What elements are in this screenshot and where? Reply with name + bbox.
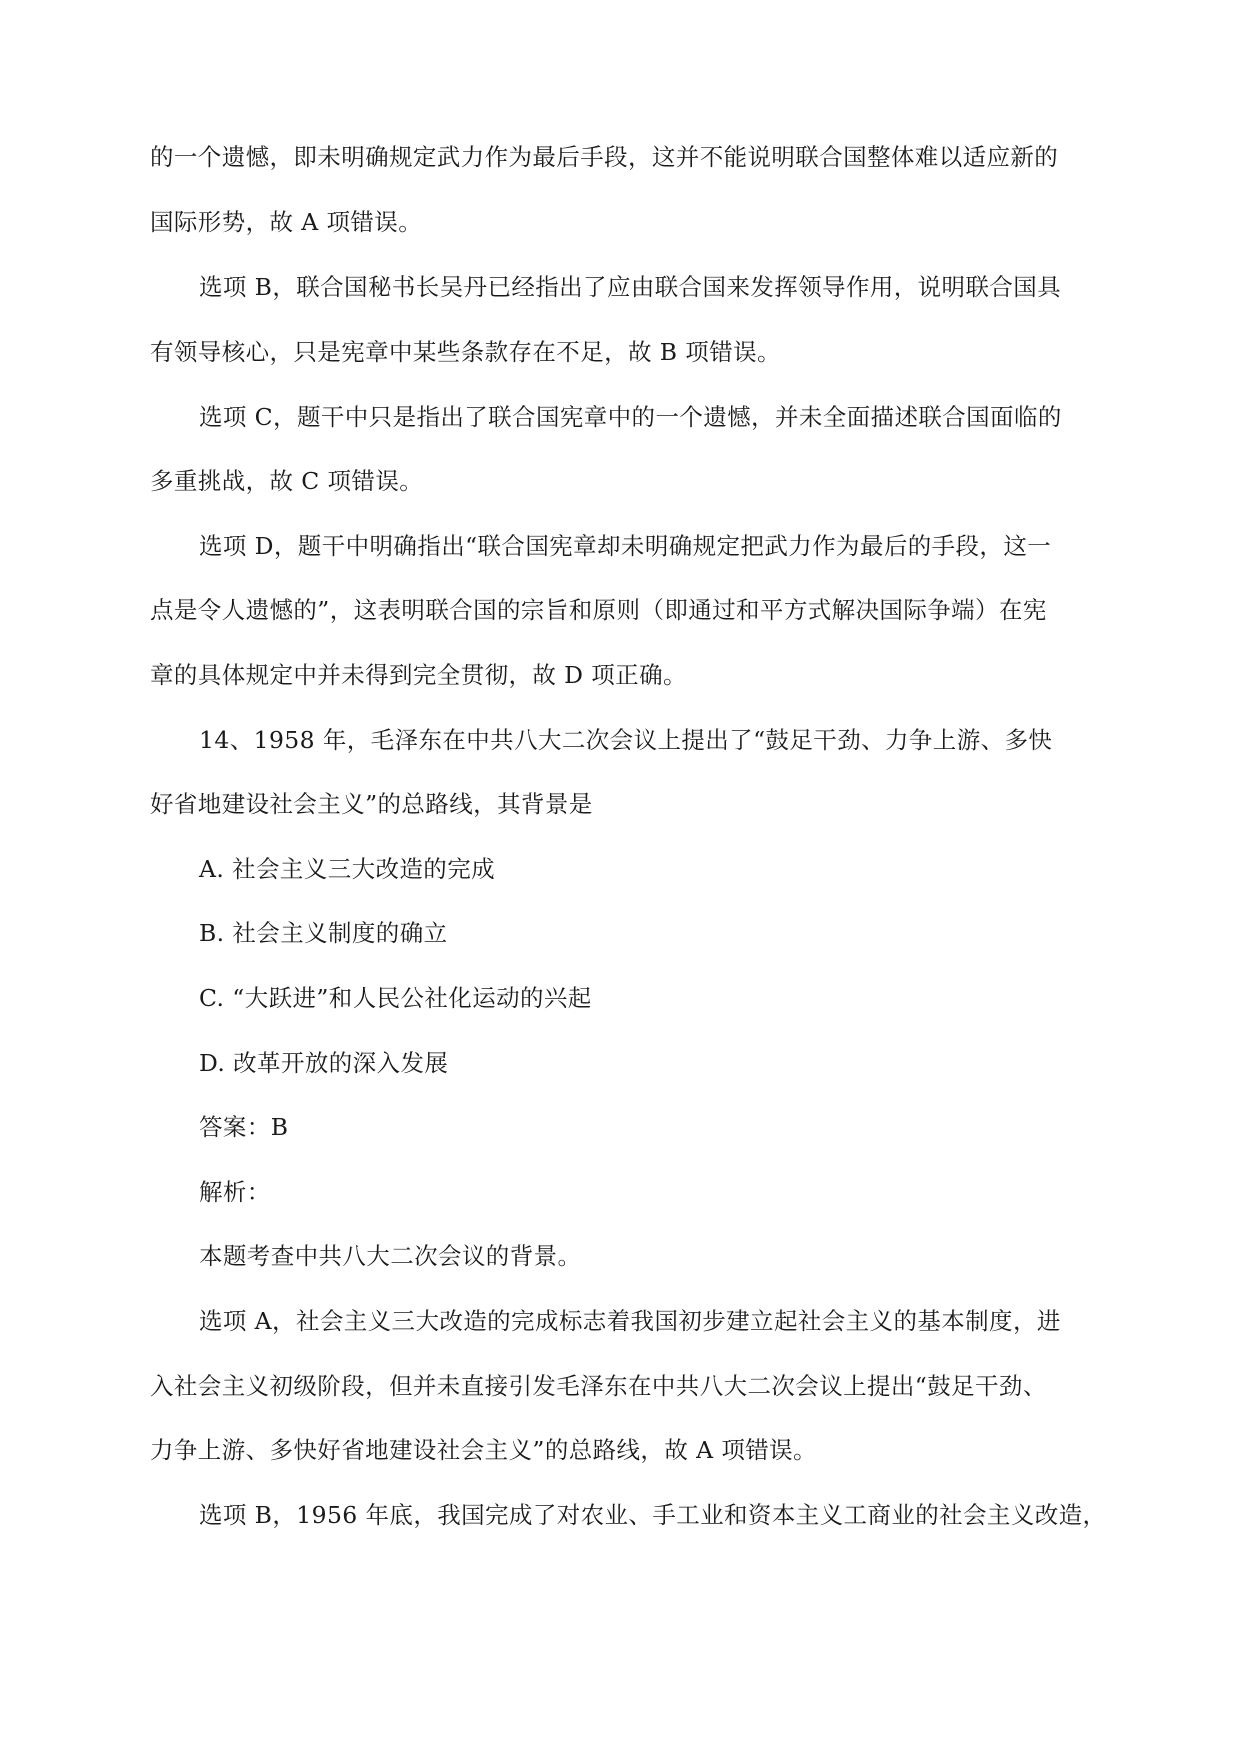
answer-line: 答案：B (199, 1113, 289, 1141)
analysis-heading: 解析： (199, 1178, 271, 1206)
paragraph-line: 国际形势，故 A 项错误。 (150, 208, 423, 236)
option-b: B. 社会主义制度的确立 (199, 919, 448, 947)
paragraph-line: 本题考查中共八大二次会议的背景。 (199, 1242, 582, 1270)
paragraph-line: 多重挑战，故 C 项错误。 (150, 467, 424, 495)
paragraph-line: 选项 D，题干中明确指出“联合国宪章却未明确规定把武力作为最后的手段，这一 (199, 532, 1052, 560)
paragraph-line: 点是令人遗憾的”，这表明联合国的宗旨和原则（即通过和平方式解决国际争端）在宪 (150, 596, 1047, 624)
paragraph-line: 力争上游、多快好省地建设社会主义”的总路线，故 A 项错误。 (150, 1436, 817, 1464)
option-d: D. 改革开放的深入发展 (199, 1049, 449, 1077)
question-stem: 14、1958 年，毛泽东在中共八大二次会议上提出了“鼓足干劲、力争上游、多快 (199, 726, 1053, 754)
question-stem: 好省地建设社会主义”的总路线，其背景是 (150, 790, 593, 818)
paragraph-line: 选项 B，联合国秘书长吴丹已经指出了应由联合国来发挥领导作用，说明联合国具 (199, 273, 1062, 301)
paragraph-line: 入社会主义初级阶段，但并未直接引发毛泽东在中共八大二次会议上提出“鼓足干劲、 (150, 1372, 1047, 1400)
option-a: A. 社会主义三大改造的完成 (199, 855, 496, 883)
paragraph-line: 有领导核心，只是宪章中某些条款存在不足，故 B 项错误。 (150, 338, 781, 366)
paragraph-line: 选项 B，1956 年底，我国完成了对农业、手工业和资本主义工商业的社会主义改造， (199, 1501, 1107, 1529)
option-c: C. “大跃进”和人民公社化运动的兴起 (199, 984, 592, 1012)
paragraph-line: 选项 A，社会主义三大改造的完成标志着我国初步建立起社会主义的基本制度，进 (199, 1307, 1061, 1335)
paragraph-line: 的一个遗憾，即未明确规定武力作为最后手段，这并不能说明联合国整体难以适应新的 (150, 143, 1059, 171)
paragraph-line: 选项 C，题干中只是指出了联合国宪章中的一个遗憾，并未全面描述联合国面临的 (199, 403, 1062, 431)
paragraph-line: 章的具体规定中并未得到完全贯彻，故 D 项正确。 (150, 661, 687, 689)
